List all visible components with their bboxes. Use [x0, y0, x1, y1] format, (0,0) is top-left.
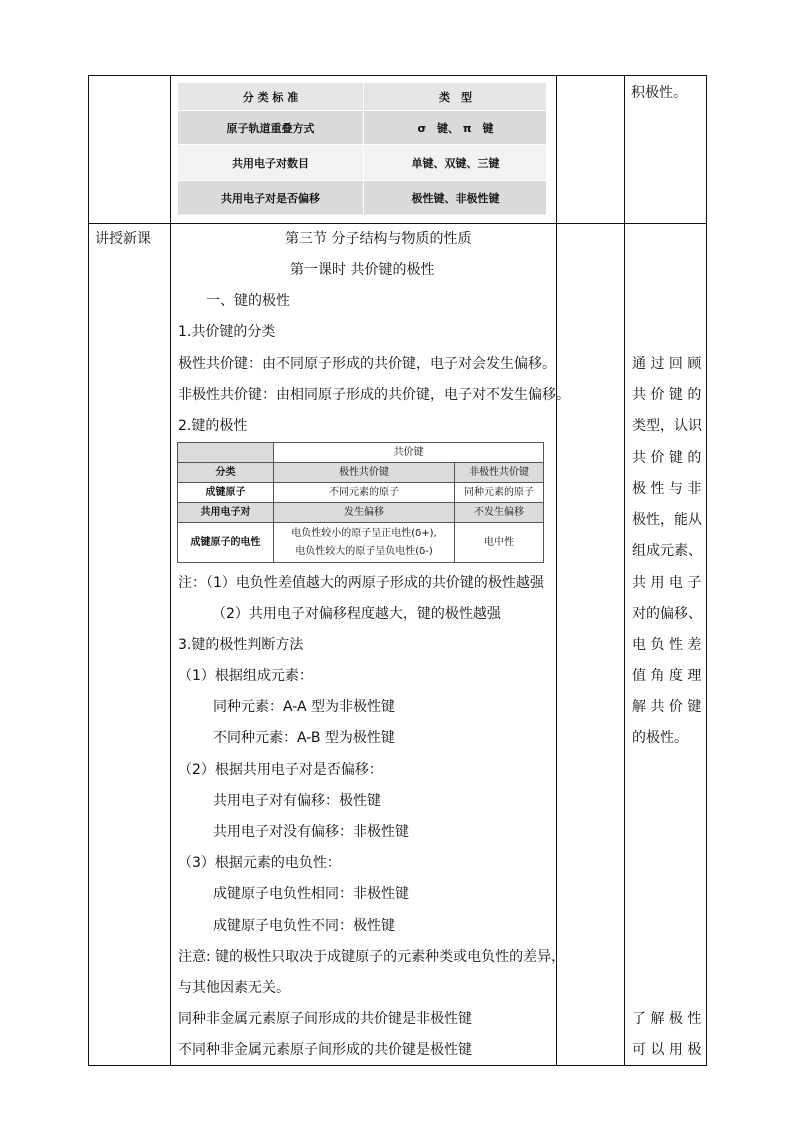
empty-corner-cell [178, 443, 274, 463]
col-header-category: 分类 [178, 463, 274, 483]
subheading-polarity: 2.键的极性 [178, 418, 248, 434]
method-3a: 成键原子电负性相同：非极性键 [213, 886, 409, 902]
table-header-row [178, 83, 546, 110]
row-label: 共用电子对 [178, 503, 274, 523]
subheading-methods: 3.键的极性判断方法 [178, 637, 304, 653]
right-note-line: 可 以 用 极 [632, 1042, 702, 1058]
table-row [178, 144, 546, 180]
method-2b: 共用电子对没有偏移：非极性键 [213, 824, 409, 840]
right-note-line: 共 用 电 子 [632, 575, 702, 591]
teaching-stage-label: 讲授新课 [95, 231, 151, 247]
section-title: 第三节 分子结构与物质的性质 [285, 231, 472, 247]
conclusion-line-1: 同种非金属元素原子间形成的共价键是非极性键 [178, 1011, 472, 1027]
right-note-line: 对的偏移、 [632, 606, 702, 622]
method-3-title: （3）根据元素的电负性： [178, 855, 341, 871]
row-type: σ 键、 π 键 [363, 111, 547, 144]
polar-charge-line1: 电负性较小的原子呈正电性(δ+), [291, 527, 437, 539]
table-row [178, 110, 546, 144]
header-criterion: 分 类 标 准 [242, 90, 299, 104]
right-note-line: 解 共 价 键 [632, 699, 702, 715]
right-note-line: 的极性。 [632, 730, 688, 746]
row-polar: 发生偏移 [274, 503, 455, 523]
row-polar-charge [274, 523, 455, 563]
method-1b: 不同种元素：A-B 型为极性键 [213, 730, 395, 746]
row-type: 极性键、非极性键 [363, 181, 547, 214]
note-line-1: 注：（1）电负性差值越大的两原子形成的共价键的极性越强 [178, 575, 544, 591]
polar-bond-definition: 极性共价键：由不同原子形成的共价键，电子对会发生偏移。 [178, 356, 556, 372]
row-type: 单键、双键、三键 [363, 145, 547, 180]
method-1-title: （1）根据组成元素： [178, 668, 313, 684]
table-row [178, 523, 544, 563]
right-note-line: 了 解 极 性 [632, 1011, 702, 1027]
right-note-line: 共 价 键 的 [632, 387, 702, 403]
method-1a: 同种元素：A-A 型为非极性键 [213, 699, 396, 715]
note-line-2: （2）共用电子对偏移程度越大，键的极性越强 [212, 606, 501, 622]
right-note-line: 极性，能从 [632, 512, 702, 528]
row-nonpolar: 不发生偏移 [455, 503, 544, 523]
attention-line-1: 注意: 键的极性只取决于成键原子的元素种类或电负性的差异， [178, 949, 566, 965]
nonpolar-bond-definition: 非极性共价键：由相同原子形成的共价键，电子对不发生偏移。 [178, 387, 570, 403]
bond-classification-table [178, 83, 546, 215]
attention-line-2: 与其他因素无关。 [178, 980, 290, 996]
row-label: 成键原子 [178, 483, 274, 503]
col-header-nonpolar: 非极性共价键 [455, 463, 544, 483]
right-note-line: 电 负 性 差 [632, 637, 702, 653]
row-nonpolar-charge: 电中性 [455, 523, 544, 563]
right-note-line: 组成元素、 [632, 543, 702, 559]
row-criterion: 共用电子对数目 [232, 156, 309, 170]
right-note-top: 积极性。 [631, 85, 687, 101]
col-header-polar: 极性共价键 [274, 463, 455, 483]
subheading-classification: 1.共价键的分类 [178, 324, 276, 340]
method-2-title: （2）根据共用电子对是否偏移： [178, 762, 383, 778]
group-header: 共价键 [274, 443, 544, 463]
row-polar: 不同元素的原子 [274, 483, 455, 503]
header-type: 类 型 [363, 83, 547, 110]
polarity-table [177, 442, 544, 563]
table-border-bottom [88, 1065, 707, 1066]
method-2a: 共用电子对有偏移：极性键 [213, 793, 381, 809]
lesson-title: 第一课时 共价键的极性 [290, 262, 435, 278]
method-3b: 成键原子电负性不同：极性键 [213, 918, 395, 934]
right-note-line: 值 角 度 理 [632, 668, 702, 684]
table-row [178, 503, 544, 523]
row-criterion: 原子轨道重叠方式 [226, 121, 315, 135]
table-border-top [88, 75, 707, 76]
polar-charge-line2: 电负性较大的原子呈负电性(δ-) [295, 545, 433, 557]
right-note-line: 极 性 与 非 [632, 481, 702, 497]
heading-bond-polarity: 一、键的极性 [206, 293, 290, 309]
table-row [178, 483, 544, 503]
table-row-divider [88, 223, 707, 224]
conclusion-line-2: 不同种非金属元素原子间形成的共价键是极性键 [178, 1042, 472, 1058]
row-label: 成键原子的电性 [178, 523, 274, 563]
table-row [178, 180, 546, 214]
right-note-line: 类型，认识 [632, 418, 702, 434]
right-note-line: 通 过 回 顾 [632, 356, 702, 372]
right-note-line: 共 价 键 的 [632, 450, 702, 466]
row-nonpolar: 同种元素的原子 [455, 483, 544, 503]
row-criterion: 共用电子对是否偏移 [221, 191, 320, 205]
